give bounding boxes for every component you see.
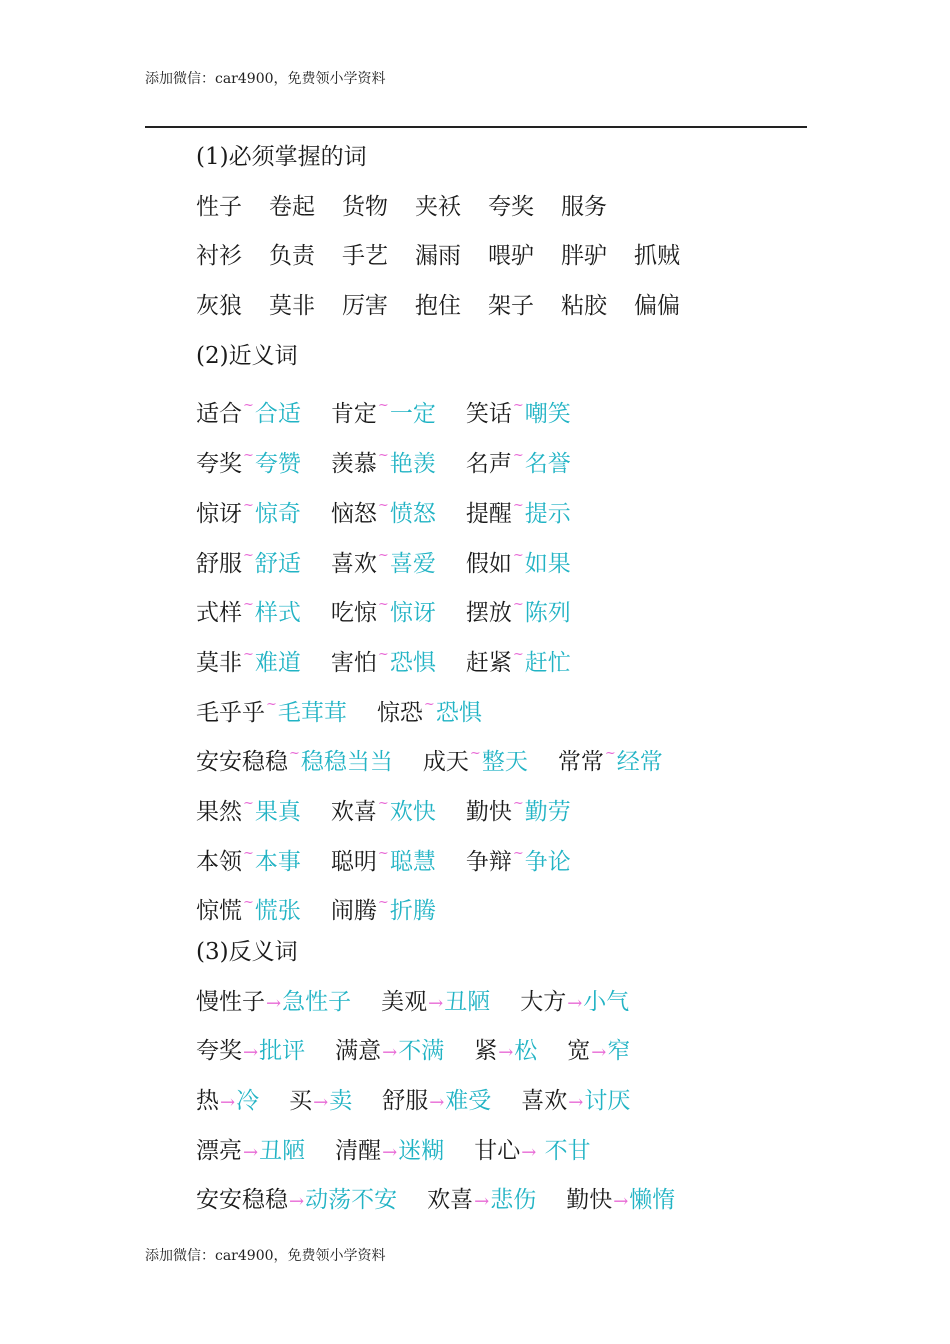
synonym-row <box>196 580 680 630</box>
antonym-match: 悲伤 <box>490 1187 537 1214</box>
synonym-term: 笑话 <box>465 401 512 428</box>
arrow-separator: → <box>289 1191 305 1213</box>
synonym-term: 害怕 <box>330 649 377 676</box>
synonym-term: 吃惊 <box>330 600 377 627</box>
footer-note: 添加微信：car4900，免费领小学资料 <box>145 1248 386 1264</box>
antonym-match: 动荡不安 <box>305 1187 398 1214</box>
synonym-term: 羡慕 <box>330 451 377 478</box>
word-row <box>196 282 680 332</box>
word-item: 负责 <box>269 243 315 270</box>
antonym-term: 甘心 <box>474 1137 521 1164</box>
word-item: 抱住 <box>415 293 461 320</box>
antonym-match: 松 <box>514 1038 538 1065</box>
synonym-term: 争辩 <box>465 848 512 875</box>
synonym-match: 经常 <box>616 749 663 776</box>
synonym-term: 恼怒 <box>330 500 377 527</box>
section-title-synonyms: (2)近义词 <box>196 342 298 369</box>
tilde-separator: ~ <box>243 646 254 662</box>
synonym-term: 夸奖 <box>196 451 242 478</box>
tilde-separator: ~ <box>377 895 389 911</box>
tilde-separator: ~ <box>512 547 524 563</box>
header-divider <box>145 126 807 128</box>
antonym-term: 喜欢 <box>521 1088 568 1115</box>
tilde-separator: ~ <box>377 597 389 613</box>
antonym-pair <box>381 978 490 1029</box>
antonym-pair <box>474 1027 537 1078</box>
word-item: 夹袄 <box>415 193 461 220</box>
synonym-term: 舒服 <box>196 550 242 577</box>
arrow-separator: → <box>474 1191 490 1213</box>
synonym-match: 艳羡 <box>389 451 436 478</box>
tilde-separator: ~ <box>377 845 389 861</box>
synonym-match: 恐惧 <box>435 699 482 726</box>
antonym-match: 不满 <box>398 1038 445 1065</box>
tilde-separator: ~ <box>512 448 524 464</box>
antonym-term: 夸奖 <box>196 1038 242 1065</box>
synonym-match: 一定 <box>389 401 436 428</box>
antonym-pair <box>520 978 629 1029</box>
tilde-separator: ~ <box>604 746 616 762</box>
arrow-separator: → <box>382 1141 398 1163</box>
word-item: 架子 <box>488 293 534 320</box>
antonym-pair <box>335 1127 444 1178</box>
synonym-term: 赶紧 <box>465 649 512 676</box>
arrow-separator: → <box>521 1141 537 1163</box>
antonym-pair <box>382 1077 491 1128</box>
vocabulary-list <box>196 133 680 1226</box>
synonym-match: 喜爱 <box>389 550 436 577</box>
antonym-term: 宽 <box>567 1038 591 1065</box>
section-title-must-know: (1)必须掌握的词 <box>196 144 367 170</box>
synonym-term: 惊慌 <box>196 898 242 925</box>
synonym-row <box>196 481 680 531</box>
word-item: 偏偏 <box>634 293 680 320</box>
tilde-separator: ~ <box>512 795 524 811</box>
header-note: 添加微信：car4900，免费领小学资料 <box>145 71 386 87</box>
synonym-term: 勤快 <box>465 798 512 825</box>
antonym-term: 慢性子 <box>196 988 265 1015</box>
tilde-separator: ~ <box>512 398 524 414</box>
synonym-match: 提示 <box>524 500 571 527</box>
antonym-pair <box>566 1176 675 1227</box>
tilde-separator: ~ <box>512 597 524 613</box>
arrow-separator: → <box>429 1092 445 1114</box>
antonym-pair <box>196 1127 305 1178</box>
antonym-match: 小气 <box>583 988 630 1015</box>
synonym-match: 果真 <box>254 798 301 825</box>
arrow-separator: → <box>243 1042 259 1064</box>
synonym-term: 闹腾 <box>330 898 377 925</box>
word-item: 胖驴 <box>561 243 607 270</box>
word-item: 夸奖 <box>488 193 534 220</box>
word-item: 厉害 <box>342 293 388 320</box>
antonym-match: 冷 <box>236 1088 260 1115</box>
synonym-row <box>196 878 680 928</box>
word-item: 性子 <box>196 193 242 220</box>
arrow-separator: → <box>266 992 282 1014</box>
word-row <box>196 183 680 233</box>
antonym-row <box>196 978 680 1028</box>
synonym-match: 如果 <box>524 550 571 577</box>
tilde-separator: ~ <box>243 497 254 513</box>
tilde-separator: ~ <box>377 646 389 662</box>
tilde-separator: ~ <box>266 696 277 712</box>
synonym-term: 提醒 <box>465 500 512 527</box>
synonym-match: 整天 <box>481 749 528 776</box>
antonym-match: 懒惰 <box>629 1187 676 1214</box>
antonym-match: 讨厌 <box>584 1088 631 1115</box>
synonym-term: 肯定 <box>330 401 377 428</box>
tilde-separator: ~ <box>423 696 435 712</box>
antonym-pair <box>196 1027 305 1078</box>
arrow-separator: → <box>428 992 444 1014</box>
synonym-row <box>196 829 680 879</box>
arrow-separator: → <box>243 1141 259 1163</box>
antonym-term: 大方 <box>520 988 567 1015</box>
antonym-pair <box>289 1077 352 1128</box>
tilde-separator: ~ <box>377 497 389 513</box>
word-item: 服务 <box>561 193 607 220</box>
synonym-row <box>196 431 680 481</box>
synonym-term: 常常 <box>557 749 604 776</box>
antonym-term: 美观 <box>381 988 428 1015</box>
word-item: 卷起 <box>269 193 315 220</box>
tilde-separator: ~ <box>243 597 254 613</box>
tilde-separator: ~ <box>243 895 254 911</box>
tilde-separator: ~ <box>243 845 254 861</box>
antonym-pair <box>335 1027 444 1078</box>
synonym-term: 聪明 <box>330 848 377 875</box>
antonym-term: 满意 <box>335 1038 382 1065</box>
antonym-match: 卖 <box>329 1088 353 1115</box>
antonym-match: 丑陋 <box>259 1137 306 1164</box>
synonym-term: 喜欢 <box>330 550 377 577</box>
tilde-separator: ~ <box>377 448 389 464</box>
synonym-match: 夸赞 <box>254 451 301 478</box>
arrow-separator: → <box>613 1191 629 1213</box>
synonym-pair <box>558 729 663 788</box>
tilde-separator: ~ <box>512 497 524 513</box>
antonym-pair <box>567 1027 630 1078</box>
antonym-term: 勤快 <box>566 1187 613 1214</box>
antonym-match: 窄 <box>607 1038 631 1065</box>
tilde-separator: ~ <box>469 746 481 762</box>
antonym-row <box>196 1176 680 1226</box>
synonym-term: 成天 <box>422 749 469 776</box>
antonym-term: 安安稳稳 <box>196 1187 288 1214</box>
arrow-separator: → <box>220 1092 236 1114</box>
antonym-term: 紧 <box>474 1038 498 1065</box>
synonym-term: 适合 <box>196 401 242 428</box>
antonym-term: 买 <box>289 1088 313 1115</box>
antonym-match: 急性子 <box>282 988 352 1015</box>
antonym-row <box>196 1127 680 1177</box>
word-item: 抓贼 <box>634 243 680 270</box>
synonym-match: 本事 <box>254 848 301 875</box>
synonym-term: 莫非 <box>196 649 242 676</box>
word-item: 衬衫 <box>196 243 242 270</box>
tilde-separator: ~ <box>243 398 254 414</box>
synonym-match: 合适 <box>254 401 301 428</box>
synonym-match: 名誉 <box>524 451 571 478</box>
synonym-match: 难道 <box>254 649 301 676</box>
tilde-separator: ~ <box>377 398 389 414</box>
synonym-pair <box>331 878 436 937</box>
synonym-term: 果然 <box>196 798 242 825</box>
antonym-pair <box>196 1077 259 1128</box>
synonym-term: 惊恐 <box>376 699 423 726</box>
synonym-match: 惊奇 <box>254 500 301 527</box>
antonym-pair <box>196 1176 397 1227</box>
synonym-match: 嘲笑 <box>524 401 571 428</box>
antonym-match: 迷糊 <box>398 1137 445 1164</box>
synonym-term: 式样 <box>196 600 242 627</box>
synonym-term: 名声 <box>465 451 512 478</box>
synonym-term: 本领 <box>196 848 242 875</box>
word-item: 粘胶 <box>561 293 607 320</box>
word-item: 灰狼 <box>196 293 242 320</box>
section-title-antonyms: (3)反义词 <box>196 939 298 965</box>
word-item: 漏雨 <box>415 243 461 270</box>
synonym-match: 陈列 <box>524 600 571 627</box>
synonym-term: 安安稳稳 <box>196 749 288 776</box>
tilde-separator: ~ <box>377 795 389 811</box>
antonym-pair <box>521 1077 630 1128</box>
synonym-match: 勤劳 <box>524 798 571 825</box>
synonym-term: 欢喜 <box>330 798 377 825</box>
arrow-separator: → <box>568 1092 584 1114</box>
synonym-match: 争论 <box>524 848 571 875</box>
synonym-match: 聪慧 <box>389 848 436 875</box>
tilde-separator: ~ <box>512 646 524 662</box>
arrow-separator: → <box>567 992 583 1014</box>
synonym-term: 惊讶 <box>196 500 242 527</box>
antonym-pair <box>196 978 351 1029</box>
arrow-separator: → <box>382 1042 398 1064</box>
tilde-separator: ~ <box>243 547 254 563</box>
antonym-term: 欢喜 <box>427 1187 474 1214</box>
tilde-separator: ~ <box>377 547 389 563</box>
synonym-match: 折腾 <box>389 898 436 925</box>
synonym-match: 稳稳当当 <box>300 749 393 776</box>
antonym-term: 热 <box>196 1088 219 1115</box>
antonym-match: 不甘 <box>537 1137 591 1164</box>
synonym-match: 欢快 <box>389 798 436 825</box>
synonym-term: 假如 <box>465 550 512 577</box>
synonym-match: 样式 <box>254 600 301 627</box>
antonym-pair <box>427 1176 536 1227</box>
synonym-match: 恐惧 <box>389 649 436 676</box>
synonym-match: 赶忙 <box>524 649 571 676</box>
synonym-row <box>196 531 680 581</box>
antonym-match: 丑陋 <box>444 988 491 1015</box>
synonym-match: 毛茸茸 <box>277 699 347 726</box>
tilde-separator: ~ <box>243 448 254 464</box>
tilde-separator: ~ <box>512 845 524 861</box>
synonym-match: 舒适 <box>254 550 301 577</box>
synonym-row <box>196 630 680 680</box>
synonym-match: 惊讶 <box>389 600 436 627</box>
antonym-term: 清醒 <box>335 1137 382 1164</box>
tilde-separator: ~ <box>243 795 254 811</box>
tilde-separator: ~ <box>289 746 300 762</box>
synonym-row <box>196 680 680 730</box>
antonym-match: 难受 <box>445 1088 492 1115</box>
arrow-separator: → <box>591 1042 607 1064</box>
synonym-row <box>196 381 680 431</box>
arrow-separator: → <box>498 1042 514 1064</box>
arrow-separator: → <box>313 1092 329 1114</box>
antonym-pair <box>474 1127 590 1178</box>
word-item: 莫非 <box>269 293 315 320</box>
antonym-term: 舒服 <box>382 1088 429 1115</box>
synonym-term: 摆放 <box>465 600 512 627</box>
synonym-match: 愤怒 <box>389 500 436 527</box>
synonym-match: 慌张 <box>254 898 301 925</box>
antonym-row <box>196 1027 680 1077</box>
synonym-term: 毛乎乎 <box>196 699 265 726</box>
word-item: 货物 <box>342 193 388 220</box>
antonym-match: 批评 <box>259 1038 306 1065</box>
word-row <box>196 232 680 282</box>
synonym-pair <box>466 829 571 888</box>
synonym-row <box>196 729 680 779</box>
word-item: 手艺 <box>342 243 388 270</box>
antonym-term: 漂亮 <box>196 1137 242 1164</box>
antonym-row <box>196 1077 680 1127</box>
word-item: 喂驴 <box>488 243 534 270</box>
